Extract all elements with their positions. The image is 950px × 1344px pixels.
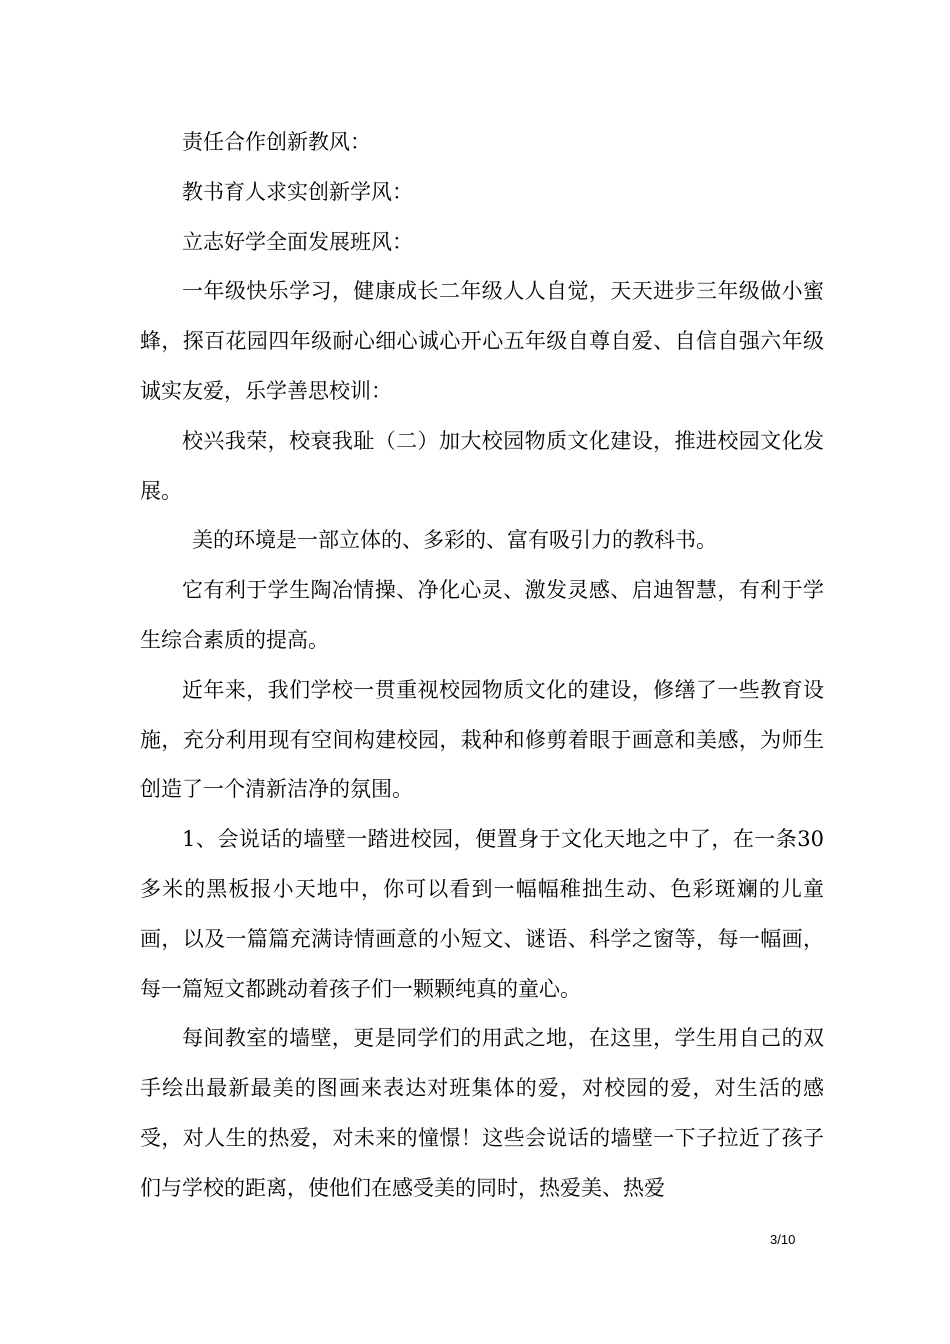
document-body [140, 118, 824, 1214]
paragraph-benefits: 它有利于学生陶冶情操、净化心灵、激发灵感、启迪智慧，有利于学生综合素质的提高。 [140, 578, 824, 652]
paragraph-learning-style: 教书育人求实创新学风： [182, 179, 413, 204]
paragraph-class-style: 立志好学全面发展班风： [182, 229, 413, 254]
paragraph-classroom-walls: 每间教室的墙壁，更是同学们的用武之地，在这里，学生用自己的双手绘出最新最美的图画来表达对班集体的爱，对校园的爱，对生活的感受，对人生的热爱，对未来的憧憬！这些会说话的墙壁一下子拉近了孩子们与学校的距离，使他们在感受美的同时，热爱美、热爱 [140, 1026, 824, 1200]
paragraph-recent-years: 近年来，我们学校一贯重视校园物质文化的建设，修缮了一些教育设施，充分利用现有空间构建校园，栽种和修剪着眼于画意和美感，为师生创造了一个清新洁净的氛围。 [140, 677, 824, 802]
paragraph-grade-mottos: 一年级快乐学习，健康成长二年级人人自觉，天天进步三年级做小蜜蜂，探百花园四年级耐心细心诚心开心五年级自尊自爱、自信自强六年级诚实友爱，乐学善思校训： [140, 279, 824, 403]
paragraph-teaching-style: 责任合作创新教风： [182, 130, 371, 154]
paragraph-school-motto: 校兴我荣，校衰我耻（二）加大校园物质文化建设，推进校园文化发展。 [140, 428, 824, 503]
paragraph-environment: 美的环境是一部立体的、多彩的、富有吸引力的教科书。 [192, 528, 717, 553]
page-number: 3/10 [770, 1232, 796, 1247]
paragraph-talking-walls: 1、会说话的墙壁一踏进校园，便置身于文化天地之中了，在一条30多米的黑板报小天地中，你可以看到一幅幅稚拙生动、色彩斑斓的儿童画，以及一篇篇充满诗情画意的小短文、谜语、科学之窗等，每一幅画，每一篇短文都跳动着孩子们一颗颗纯真的童心。 [140, 827, 824, 1001]
